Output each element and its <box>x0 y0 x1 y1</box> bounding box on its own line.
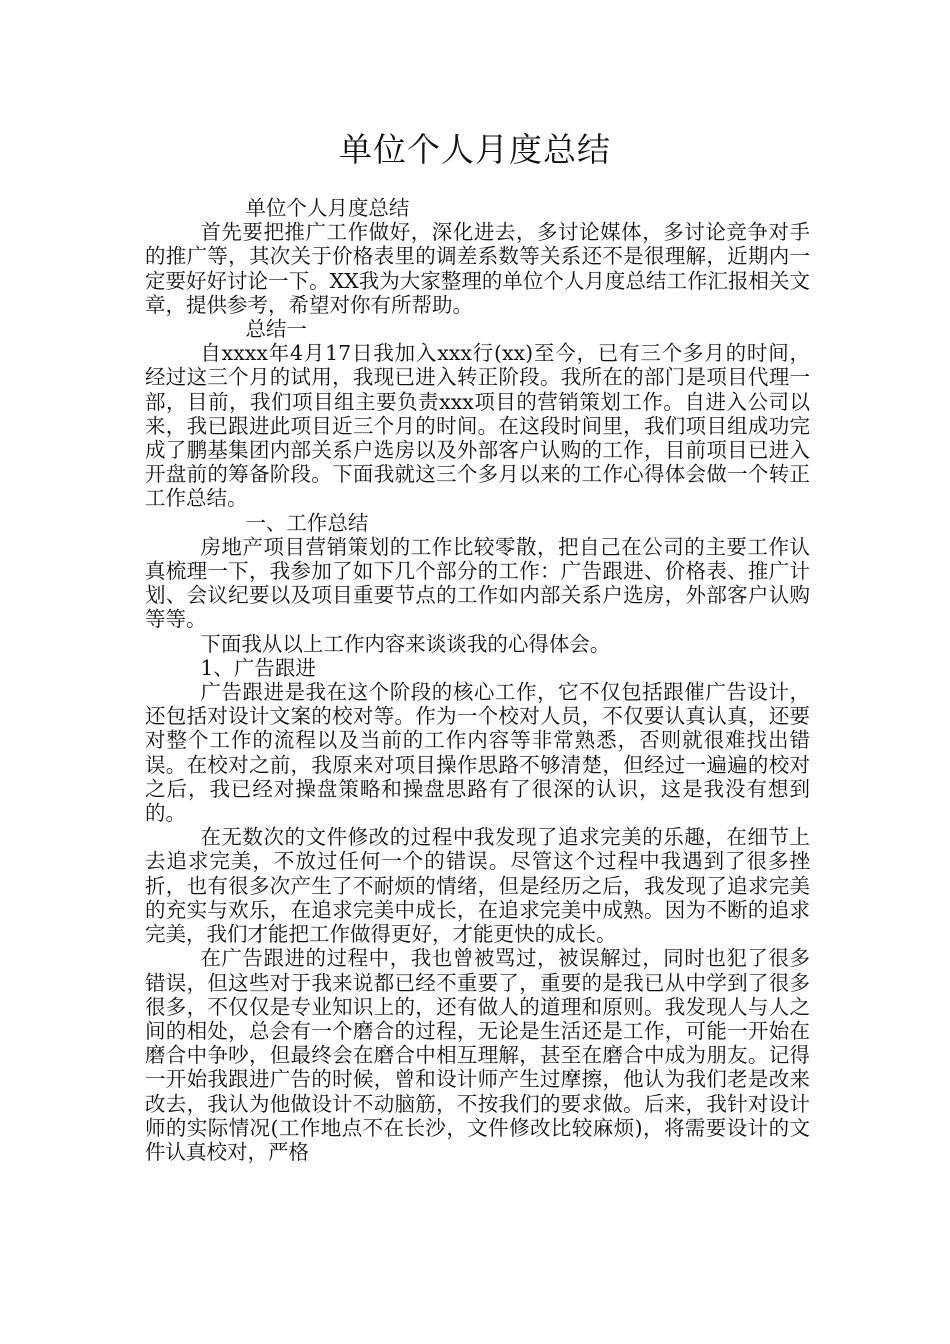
paragraph: 广告跟进是我在这个阶段的核心工作，它不仅包括跟催广告设计，还包括对设计文案的校对等。作为一个校对人员，不仅要认真认真，还要对整个工作的流程以及当前的工作内容等非常熟悉，否则就很难找出错误。在校对之前，我原来对项目操作思路不够清楚，但经过一遍遍的校对之后，我已经对操盘策略和操盘思路有了很深的认识，这是我没有想到的。 <box>145 680 810 826</box>
paragraph: 房地产项目营销策划的工作比较零散，把自己在公司的主要工作认真梳理一下，我参加了如下几个部分的工作：广告跟进、价格表、推广计划、会议纪要以及项目重要节点的工作如内部关系户选房，外部客户认购等等。 <box>145 534 810 632</box>
paragraph: 自xxxx年4月17日我加入xxx行(xx)至今，已有三个多月的时间，经过这三个月的试用，我现已进入转正阶段。我所在的部门是项目代理一部，目前，我们项目组主要负责xxx项目的营销策划工作。自进入公司以来，我已跟进此项目近三个月的时间。在这段时间里，我们项目组成功完成了鹏基集团内部关系户选房以及外部客户认购的工作，目前项目已进入开盘前的筹备阶段。下面我就这三个多月以来的工作心得体会做一个转正工作总结。 <box>145 341 810 511</box>
section-heading: 一、工作总结 <box>245 510 369 535</box>
paragraph: 下面我从以上工作内容来谈谈我的心得体会。 <box>200 631 611 656</box>
paragraph: 首先要把推广工作做好，深化进去，多讨论媒体，多讨论竞争对手的推广等，其次关于价格表里的调差系数等关系还不是很理解，近期内一定要好好讨论一下。XX我为大家整理的单位个人月度总结工作汇报相关文章，提供参考，希望对你有所帮助。 <box>145 220 810 317</box>
paragraph: 在无数次的文件修改的过程中我发现了追求完美的乐趣，在细节上去追求完美，不放过任何一个的错误。尽管这个过程中我遇到了很多挫折，也有很多次产生了不耐烦的情绪，但是经历之后，我发现了追求完美的充实与欢乐，在追求完美中成长，在追求完美中成熟。因为不断的追求完美，我们才能把工作做得更好，才能更快的成长。 <box>145 825 810 947</box>
page-title: 单位个人月度总结 <box>339 130 611 169</box>
document-body <box>145 196 810 1164</box>
subsection-heading: 1、广告跟进 <box>200 655 316 680</box>
section-heading: 总结一 <box>245 317 307 342</box>
section-heading: 单位个人月度总结 <box>245 196 410 220</box>
paragraph: 在广告跟进的过程中，我也曾被骂过，被误解过，同时也犯了很多错误，但这些对于我来说都已经不重要了，重要的是我已从中学到了很多很多，不仅仅是专业知识上的，还有做人的道理和原则。我发现人与人之间的相处，总会有一个磨合的过程，无论是生活还是工作，可能一开始在磨合中争吵，但最终会在磨合中相互理解，甚至在磨合中成为朋友。记得一开始我跟进广告的时候，曾和设计师产生过摩擦，他认为我们老是改来改去，我认为他做设计不动脑筋，不按我们的要求做。后来，我针对设计师的实际情况(工作地点不在长沙，文件修改比较麻烦)，将需要设计的文件认真校对，严格 <box>145 946 810 1164</box>
